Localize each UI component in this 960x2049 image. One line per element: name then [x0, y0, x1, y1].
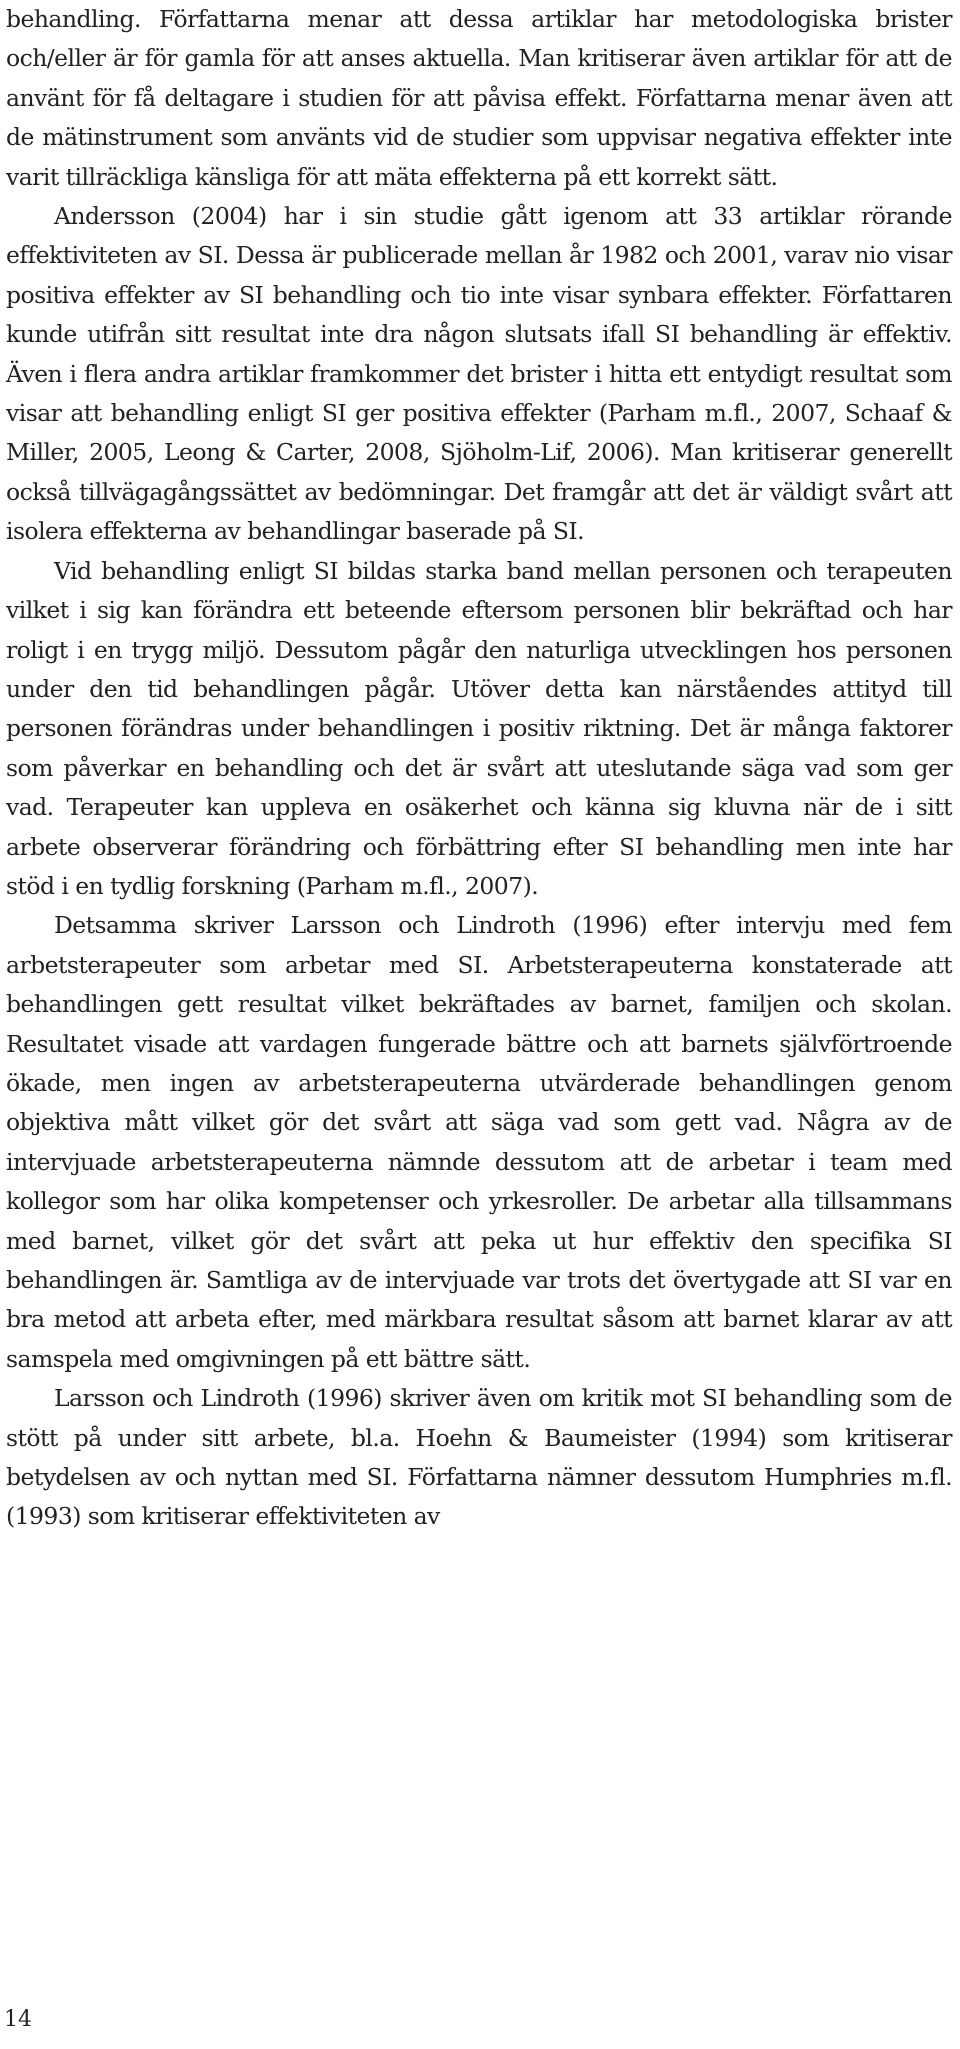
paragraph-kritik: Larsson och Lindroth (1996) skriver även om kritik mot SI behandling som de stött på under sitt arbete, bl.a. Hoehn & Baumeister (1994) som kritiserar betydelsen av och nyttan med SI. Författarna nämner dessutom Humphries m.fl. (1993) som kritiserar effektiviteten av [6, 1384, 952, 1531]
body-text [6, 0, 952, 1537]
paragraph-larsson-lindroth: Detsamma skriver Larsson och Lindroth (1996) efter intervju med fem arbetsterapeuter som arbetar med SI. Arbetsterapeuterna konstaterade att behandlingen gett resultat vilket bekräftades av barnet, familjen och skolan. Resultatet visade att vardagen fungerade bättre och att barnets självförtroende ökade, men ingen av arbetsterapeuterna utvärderade behandlingen genom objektiva mått vilket gör det svårt att säga vad som gett vad. Några av de intervjuade arbetsterapeuterna nämnde dessutom att de arbetar i team med kollegor som har olika kompetenser och yrkesroller. De arbetar alla tillsammans med barnet, vilket gör det svårt att peka ut hur effektiv den specifika SI behandlingen är. Samtliga av de intervjuade var trots det övertygade att SI var en bra metod att arbeta efter, med märkbara resultat såsom att barnet klarar av att samspela med omgivningen på ett bättre sätt. [6, 911, 952, 1373]
paragraph-andersson: Andersson (2004) har i sin studie gått igenom att 33 artiklar rörande effektiviteten av SI. Dessa är publicerade mellan år 1982 och 2001, varav nio visar positiva effekter av SI behandling och tio inte visar synbara effekter. Författaren kunde utifrån sitt resultat inte dra någon slutsats ifall SI behandling är effektiv. Även i flera andra artiklar framkommer det brister i hitta ett entydigt resultat som visar att behandling enligt SI ger positiva effekter (Parham m.fl., 2007, Schaaf & Miller, 2005, Leong & Carter, 2008, Sjöholm-Lif, 2006). Man kritiserar generellt också tillvägagångssättet av bedömningar. Det framgår att det är väldigt svårt att isolera effekterna av behandlingar baserade på SI. [6, 202, 952, 546]
paragraph-si-behandling: Vid behandling enligt SI bildas starka band mellan personen och terapeuten vilket i sig kan förändra ett beteende eftersom personen blir bekräftad och har roligt i en trygg miljö. Dessutom pågår den naturliga utvecklingen hos personen under den tid behandlingen pågår. Utöver detta kan närståendes attityd till personen förändras under behandlingen i positiv riktning. Det är många faktorer som påverkar en behandling och det är svårt att uteslutande säga vad som ger vad. Terapeuter kan uppleva en osäkerhet och känna sig kluvna när de i sitt arbete observerar förändring och förbättring efter SI behandling men inte har stöd i en tydlig forskning (Parham m.fl., 2007). [6, 556, 952, 900]
page-number: 14 [4, 2007, 32, 2032]
paragraph-continuation: behandling. Författarna menar att dessa artiklar har metodologiska brister och/eller är för gamla för att anses aktuella. Man kritiserar även artiklar för att de använt för få deltagare i studien för att påvisa effekt. Författarna menar även att de mätinstrument som använts vid de studier som uppvisar negativa effekter inte varit tillräckliga känsliga för att mäta effekterna på ett korrekt sätt. [6, 5, 952, 191]
